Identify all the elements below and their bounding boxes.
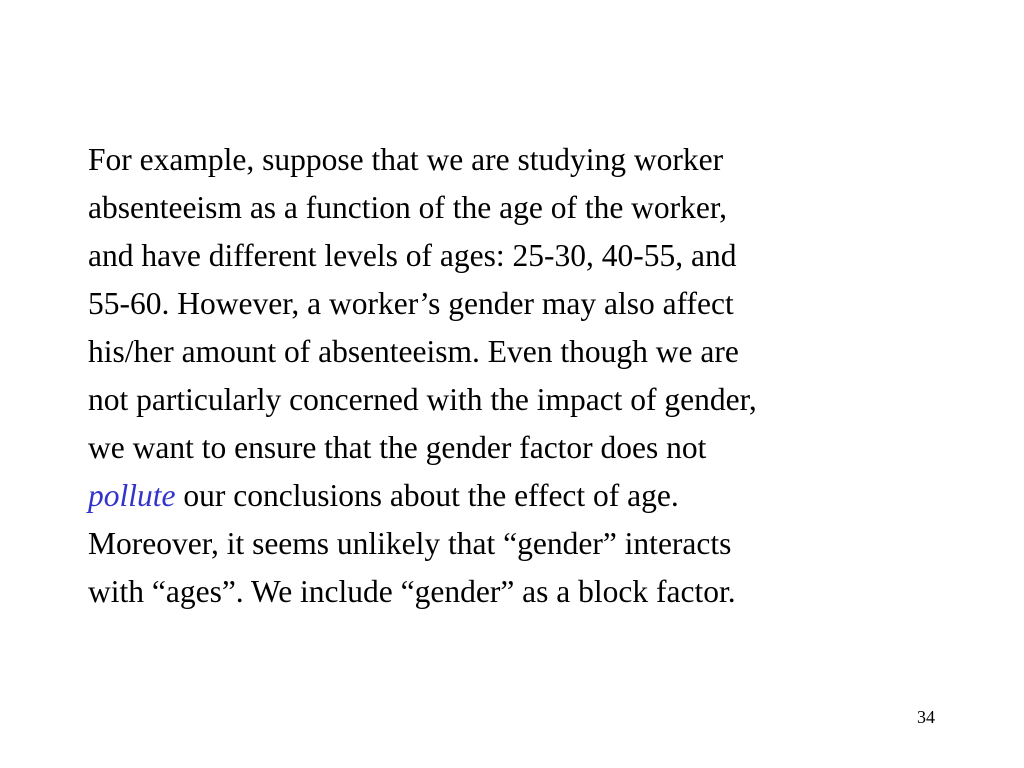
body-line-6: not particularly concerned with the impact of gender, <box>88 382 757 417</box>
body-line-7: we want to ensure that the gender factor does not <box>88 430 707 465</box>
emphasized-word-pollute: pollute <box>88 478 176 513</box>
body-line-4: 55-60. However, a worker’s gender may also affect <box>88 286 734 321</box>
body-line-8 <box>88 472 968 520</box>
body-line-8-rest: our conclusions about the effect of age. <box>175 478 679 513</box>
body-line-9: Moreover, it seems unlikely that “gender” interacts <box>88 526 732 561</box>
slide-page-number: 34 <box>917 707 935 727</box>
body-line-10: with “ages”. We include “gender” as a block factor. <box>88 574 736 609</box>
body-line-3: and have different levels of ages: 25-30, 40-55, and <box>88 238 737 273</box>
body-line-1: For example, suppose that we are studying worker <box>88 142 724 177</box>
slide-body-text <box>88 136 968 616</box>
body-line-2: absenteeism as a function of the age of the worker, <box>88 190 727 225</box>
body-line-5: his/her amount of absenteeism. Even though we are <box>88 334 739 369</box>
